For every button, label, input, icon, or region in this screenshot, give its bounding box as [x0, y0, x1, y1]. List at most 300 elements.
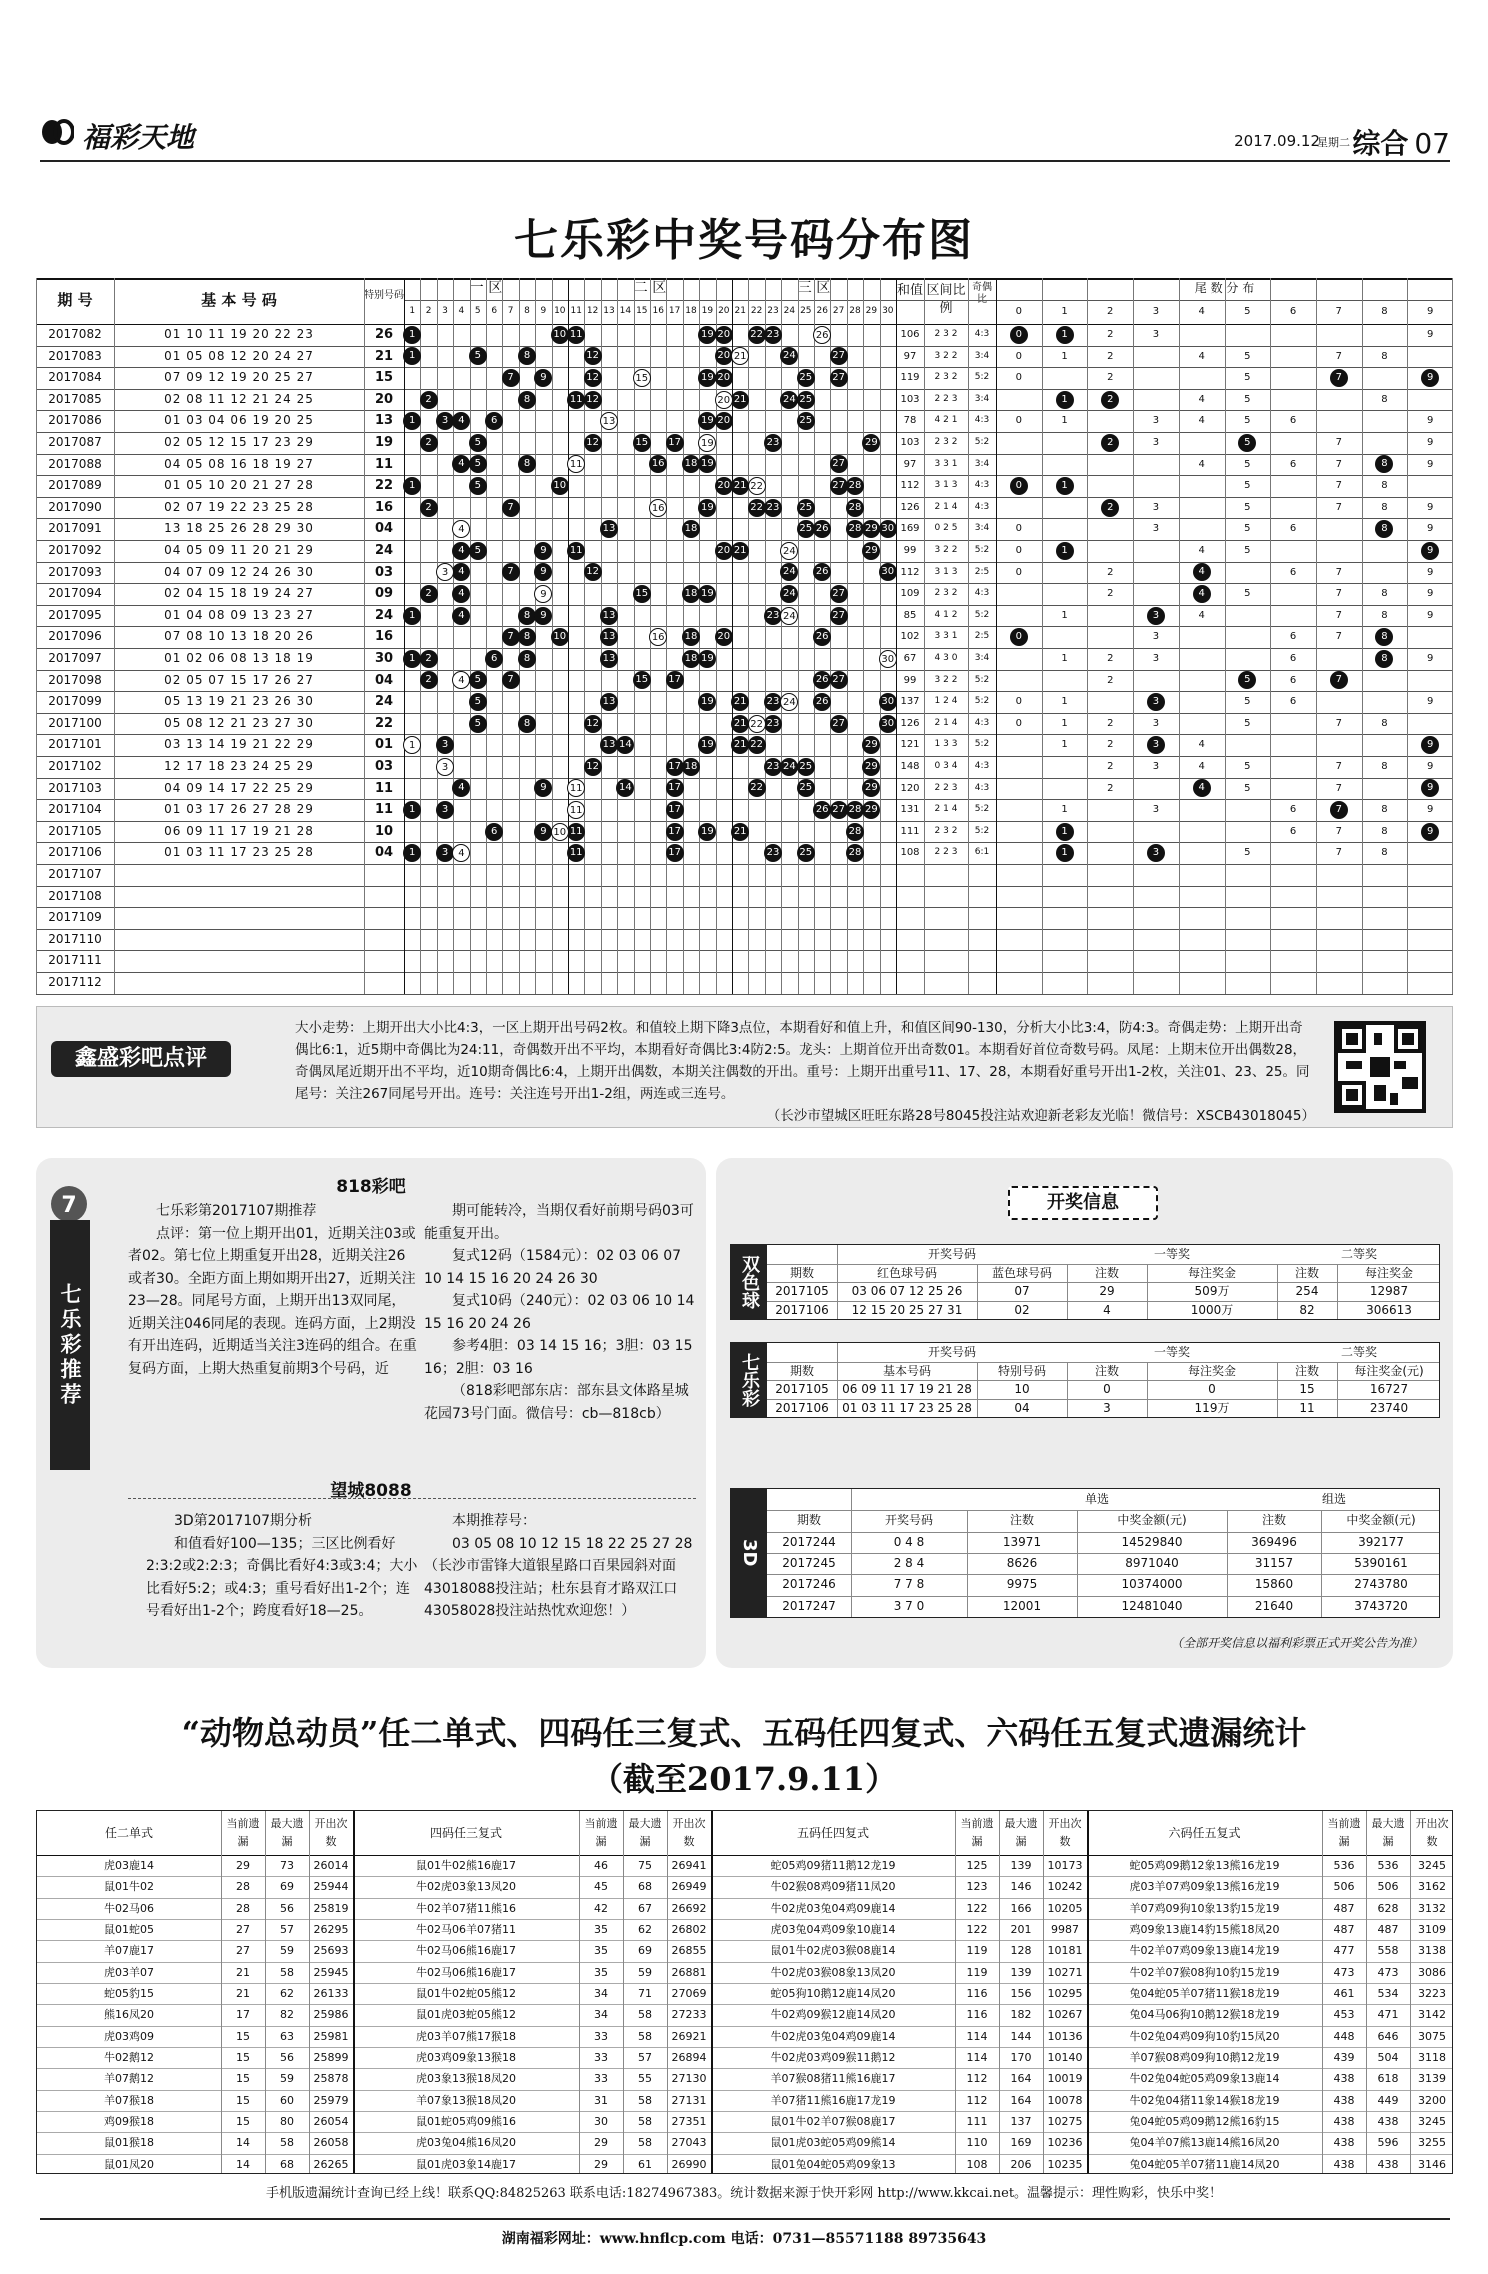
- drawn-number-ball: 20: [715, 326, 733, 344]
- grid-col-number: 19: [701, 306, 714, 316]
- miss-value: 114: [966, 2029, 988, 2043]
- interval-cell: 2 2 3: [934, 782, 958, 793]
- odd-even-cell: 3:4: [974, 523, 990, 534]
- kj-value: 12001: [1002, 1598, 1042, 1613]
- issue-cell: 2017097: [48, 651, 102, 665]
- miss-value: 119: [966, 1944, 988, 1958]
- basic-numbers-cell: 01 10 11 19 20 22 23: [164, 327, 314, 341]
- miss-combo: 虎03鸡09: [104, 2029, 154, 2043]
- basic-numbers-cell: 01 05 10 20 21 27 28: [164, 478, 314, 493]
- col-header-odd: 奇偶比: [972, 282, 992, 305]
- tail-digit-mark: 1: [1056, 823, 1074, 841]
- miss-value: 10136: [1047, 2029, 1083, 2043]
- odd-even-cell: 3:4: [974, 350, 990, 361]
- miss-value: 26990: [671, 2157, 707, 2171]
- interval-cell: 4 3 0: [934, 653, 958, 663]
- miss-value: 3245: [1418, 2115, 1446, 2128]
- sum-cell: 169: [900, 523, 920, 535]
- drawn-number-ball: 19: [698, 693, 716, 711]
- tail-digit-mark: 4: [1198, 545, 1205, 556]
- analysis-box: [36, 1006, 1453, 1128]
- interval-cell: 3 3 1: [934, 458, 958, 469]
- miss-combo: 牛02鸡09猴12鹿14凤20: [770, 2008, 896, 2022]
- kj-subheader: 注数: [1009, 1513, 1034, 1528]
- miss-value: 58: [638, 2029, 652, 2043]
- tail-digit-mark: 2: [1107, 653, 1114, 664]
- kj-header: 开奖号码: [927, 1345, 976, 1359]
- miss-value: 506: [1377, 1880, 1399, 1894]
- tail-digit-mark: 1: [1056, 542, 1074, 560]
- tail-digit-mark: 2: [1107, 566, 1114, 578]
- sum-cell: 112: [900, 566, 920, 578]
- grid-col-number: 25: [800, 306, 812, 316]
- drawn-number-ball: 17: [666, 779, 684, 797]
- kj-value: 8626: [1006, 1556, 1038, 1570]
- drawn-number-ball: 19: [698, 736, 716, 754]
- tail-digit-mark: 3: [1152, 437, 1160, 448]
- drawn-number-ball: 17: [666, 801, 684, 819]
- basic-numbers-cell: 04 05 08 16 18 19 27: [164, 456, 314, 471]
- drawn-number-ball: 5: [469, 455, 487, 473]
- tail-col-number: 9: [1426, 306, 1434, 317]
- miss-value: 68: [638, 1880, 652, 1894]
- miss-value: 156: [1010, 1987, 1032, 2000]
- special-number-cell: 03: [374, 759, 394, 774]
- tail-digit-mark: 7: [1335, 437, 1342, 448]
- qlc-recommend-2-line: 期可能转冷，当期仅看好前期号码03可能重复开出。: [424, 1203, 694, 1242]
- issue-cell: 2017111: [48, 953, 102, 968]
- miss-combo: 牛02虎03猴08象13凤20: [770, 1965, 896, 1979]
- col-rule: [1407, 278, 1408, 994]
- drawn-number-ball: 26: [813, 801, 831, 819]
- drawn-number-ball: 25: [797, 499, 815, 517]
- miss-col-header: 开出次数: [314, 1817, 348, 1848]
- miss-value: 3109: [1418, 1923, 1446, 1936]
- miss-value: 31: [594, 2093, 608, 2107]
- special-number-cell: 30: [374, 651, 394, 666]
- tail-digit-mark: 9: [1426, 653, 1434, 664]
- tail-digit-mark: 5: [1244, 523, 1251, 535]
- miss-col-header: 最大遗漏: [1004, 1817, 1038, 1848]
- basic-numbers-cell: 06 09 11 17 19 21 28: [164, 823, 314, 838]
- odd-even-cell: 5:2: [974, 609, 990, 620]
- row-rule: [36, 886, 1453, 887]
- col-rule: [470, 278, 471, 994]
- miss-value: 3223: [1418, 1987, 1446, 2000]
- miss-value: 596: [1377, 2136, 1399, 2150]
- miss-value: 15: [236, 2072, 250, 2086]
- miss-combo: 牛02虎03兔04鸡09鹿14: [770, 1901, 896, 1915]
- drawn-number-ball: 9: [534, 607, 552, 625]
- tail-digit-mark: 4: [1193, 779, 1211, 797]
- qlc-recommend-2-line: 复式10码（240元）：02 03 06 10 14 15 16 20 24 26: [424, 1293, 695, 1332]
- miss-group-name: 六码任五复式: [1168, 1826, 1241, 1840]
- miss-value: 10295: [1047, 1987, 1083, 2000]
- miss-combo: 羊07鹅12: [104, 2072, 154, 2086]
- tail-digit-mark: 5: [1244, 717, 1251, 729]
- drawn-number-ball: 27: [830, 347, 848, 365]
- issue-cell: 2017110: [48, 931, 102, 946]
- drawn-number-ball: 28: [846, 477, 864, 495]
- missing-stats-title-line1: “动物总动员”任二单式、四码任三复式、五码任四复式、六码任五复式遗漏统计: [181, 1714, 1307, 1752]
- tail-digit-mark: 8: [1381, 761, 1388, 772]
- special-number-cell: 13: [374, 413, 394, 429]
- drawn-number-ball: 27: [830, 369, 848, 387]
- grid-col-number: 7: [507, 306, 514, 316]
- miss-value: 62: [280, 1987, 294, 2000]
- miss-combo: 牛02虎03鸡09猴11鹅12: [770, 2051, 896, 2064]
- col-rule: [1225, 278, 1226, 994]
- special-number-ball: 4: [452, 844, 470, 862]
- kj-value: 3 7 0: [893, 1598, 925, 1613]
- grid-col-number: 16: [652, 306, 664, 316]
- special-number-cell: 22: [374, 715, 394, 731]
- tail-digit-mark: 2: [1107, 717, 1114, 729]
- miss-value: 17: [236, 2008, 250, 2022]
- miss-combo: 鼠01牛02熊16鹿17: [416, 1859, 516, 1872]
- special-number-ball: 16: [649, 499, 667, 517]
- drawn-number-ball: 21: [731, 477, 749, 495]
- drawn-number-ball: 20: [715, 369, 733, 387]
- tail-digit-mark: 6: [1289, 458, 1297, 470]
- drawn-number-ball: 3: [436, 801, 454, 819]
- drawn-number-ball: 5: [469, 477, 487, 495]
- interval-cell: 3 1 3: [934, 480, 958, 491]
- basic-numbers-cell: 01 03 17 26 27 28 29: [164, 802, 314, 817]
- sum-cell: 126: [900, 501, 920, 513]
- tail-digit-mark: 5: [1244, 393, 1251, 405]
- qr-code-icon: [1334, 1021, 1426, 1113]
- basic-numbers-cell: 01 04 08 09 13 23 27: [164, 607, 314, 622]
- drawn-number-ball: 26: [813, 563, 831, 581]
- kj-value: 01 03 11 17 23 25 28: [842, 1400, 972, 1415]
- tail-digit-mark: 6: [1289, 653, 1297, 664]
- kj-value: 21640: [1254, 1598, 1294, 1613]
- miss-combo: 鼠01虎03象14鹿17: [416, 2157, 516, 2171]
- miss-value: 14: [236, 2136, 250, 2150]
- drawn-number-ball: 3: [436, 412, 454, 430]
- issue-cell: 2017102: [48, 759, 102, 773]
- kj-subheader: 每注奖金: [1187, 1265, 1236, 1280]
- drawn-number-ball: 5: [469, 715, 487, 733]
- col-rule: [798, 278, 799, 994]
- odd-even-cell: 4:3: [974, 415, 990, 426]
- drawn-number-ball: 28: [846, 823, 864, 841]
- tail-digit-mark: 9: [1426, 566, 1434, 578]
- miss-value: 438: [1333, 2115, 1355, 2128]
- grid-col-number: 11: [570, 306, 582, 316]
- kj-value: 12481040: [1121, 1598, 1183, 1613]
- tail-digit-mark: 8: [1381, 393, 1388, 405]
- drawn-number-ball: 8: [518, 628, 536, 646]
- grid-col-number: 27: [832, 306, 845, 316]
- drawn-number-ball: 1: [403, 477, 421, 495]
- drawn-number-ball: 8: [518, 715, 536, 733]
- miss-value: 3138: [1418, 1944, 1446, 1958]
- tail-digit-mark: 9: [1421, 369, 1439, 387]
- miss-value: 63: [280, 2029, 294, 2043]
- tail-digit-mark: 7: [1330, 369, 1348, 387]
- miss-combo: 虎03兔04熊16凤20: [416, 2136, 516, 2150]
- odd-even-cell: 5:2: [974, 372, 990, 383]
- odd-even-cell: 5:2: [974, 696, 990, 707]
- miss-value: 26058: [313, 2136, 349, 2150]
- miss-value: 170: [1010, 2051, 1032, 2064]
- drawn-number-ball: 27: [830, 671, 848, 689]
- miss-value: 438: [1333, 2136, 1355, 2150]
- kj-subheader: 注数: [1261, 1513, 1286, 1528]
- miss-col-header: 最大遗漏: [1371, 1817, 1405, 1848]
- special-number-ball: 22: [748, 477, 766, 495]
- miss-value: 487: [1333, 1901, 1355, 1915]
- tail-digit-mark: 4: [1198, 761, 1205, 772]
- caiba-818-box: [36, 1158, 706, 1668]
- miss-value: 506: [1333, 1880, 1355, 1894]
- tail-digit-mark: 0: [1015, 523, 1023, 535]
- miss-value: 116: [966, 1987, 988, 2000]
- drawn-number-ball: 4: [452, 455, 470, 473]
- miss-value: 26921: [671, 2029, 707, 2043]
- interval-cell: 3 2 2: [934, 674, 958, 685]
- tail-col-number: 4: [1198, 306, 1205, 317]
- miss-value: 438: [1377, 2157, 1399, 2171]
- tail-digit-mark: 9: [1426, 458, 1434, 470]
- drawn-number-ball: 18: [682, 650, 700, 668]
- tail-digit-mark: 6: [1289, 566, 1297, 578]
- miss-value: 69: [638, 1944, 652, 1958]
- tail-digit-mark: 7: [1330, 801, 1348, 819]
- tail-digit-mark: 0: [1010, 477, 1028, 495]
- miss-col-header: 当前遗漏: [1327, 1817, 1361, 1848]
- miss-combo: 鸡09猴18: [104, 2115, 154, 2128]
- qlc-results-table: [730, 1342, 1440, 1418]
- drawn-number-ball: 29: [862, 434, 880, 452]
- kj-header: 组选: [1321, 1492, 1346, 1506]
- odd-even-cell: 4:3: [974, 782, 990, 793]
- tail-digit-mark: 6: [1289, 631, 1297, 643]
- kj-subheader: 注数: [1294, 1363, 1319, 1378]
- miss-value: 60: [280, 2093, 294, 2107]
- issue-cell: 2017085: [48, 391, 102, 406]
- drawn-number-ball: 21: [731, 823, 749, 841]
- basic-numbers-cell: 02 04 15 18 19 24 27: [164, 586, 314, 601]
- special-number-ball: 9: [534, 585, 552, 603]
- kj-header: 期数: [789, 1265, 814, 1280]
- interval-cell: 2 3 2: [934, 329, 958, 339]
- drawn-number-ball: 28: [846, 844, 864, 862]
- special-number-ball: 16: [649, 628, 667, 646]
- interval-cell: 4 2 1: [934, 415, 958, 426]
- drawn-number-ball: 26: [813, 693, 831, 711]
- interval-cell: 2 3 2: [934, 437, 958, 447]
- interval-cell: 3 2 2: [934, 545, 958, 555]
- drawn-number-ball: 19: [698, 499, 716, 517]
- miss-combo: 牛02羊07鸡09象13鹿14龙19: [1129, 1944, 1280, 1958]
- drawn-number-ball: 16: [649, 455, 667, 473]
- miss-value: 477: [1333, 1944, 1355, 1958]
- brand-name: 福彩天地: [82, 121, 195, 154]
- issue-cell: 2017105: [48, 823, 102, 838]
- miss-value: 438: [1333, 2072, 1355, 2086]
- sum-cell: 121: [900, 739, 920, 751]
- special-number-cell: 09: [374, 586, 394, 602]
- drawn-number-ball: 12: [584, 391, 602, 409]
- col-rule: [404, 278, 405, 994]
- miss-value: 139: [1010, 1859, 1032, 1872]
- special-number-ball: 11: [567, 801, 585, 819]
- miss-value: 33: [594, 2029, 608, 2043]
- tail-digit-mark: 9: [1426, 761, 1434, 772]
- col-header-zone1: 一 区: [469, 280, 503, 296]
- drawn-number-ball: 23: [764, 326, 782, 344]
- miss-value: 27130: [671, 2072, 707, 2086]
- col-header-zone2: 二 区: [633, 280, 667, 296]
- odd-even-cell: 4:3: [974, 480, 990, 491]
- grid-col-number: 3: [442, 306, 448, 316]
- kj-value: 0: [1208, 1382, 1216, 1396]
- interval-cell: 2 3 2: [934, 825, 958, 836]
- miss-value: 27: [236, 1944, 250, 1958]
- tail-digit-mark: 5: [1244, 696, 1251, 708]
- miss-combo: 羊07猴08鸡09狗10鹅12龙19: [1129, 2051, 1280, 2064]
- miss-value: 3086: [1418, 1965, 1446, 1979]
- tail-digit-mark: 5: [1244, 782, 1251, 794]
- drawn-number-ball: 29: [862, 520, 880, 538]
- drawn-number-ball: 2: [420, 650, 438, 668]
- table-top-rule: [36, 278, 1453, 280]
- kj-value: 8971040: [1125, 1556, 1179, 1570]
- row-rule: [36, 929, 1453, 930]
- drawn-number-ball: 19: [698, 369, 716, 387]
- drawn-number-ball: 23: [764, 758, 782, 776]
- drawn-number-ball: 4: [452, 563, 470, 581]
- drawn-number-ball: 1: [403, 650, 421, 668]
- miss-combo: 虎03羊07: [104, 1965, 154, 1979]
- drawn-number-ball: 4: [452, 585, 470, 603]
- odd-even-cell: 6:1: [974, 847, 990, 858]
- tail-digit-mark: 9: [1426, 523, 1434, 535]
- kj-value: 16727: [1369, 1382, 1409, 1396]
- drawn-number-ball: 23: [764, 499, 782, 517]
- tail-col-number: 8: [1381, 306, 1388, 317]
- miss-combo: 羊07鹿17: [104, 1944, 154, 1958]
- miss-value: 119: [966, 1965, 988, 1979]
- drawn-number-ball: 25: [797, 844, 815, 862]
- drawn-number-ball: 17: [666, 434, 684, 452]
- grid-col-number: 21: [734, 306, 746, 316]
- miss-value: 10140: [1047, 2051, 1083, 2064]
- col-rule: [996, 278, 997, 994]
- miss-value: 35: [594, 1965, 608, 1979]
- odd-even-cell: 4:3: [974, 761, 990, 771]
- tail-digit-mark: 8: [1381, 588, 1388, 600]
- miss-combo: 鼠01虎03蛇05熊12: [416, 2008, 516, 2022]
- drawn-number-ball: 27: [830, 607, 848, 625]
- grid-col-number: 23: [767, 306, 779, 316]
- miss-col-header: 最大遗漏: [628, 1817, 662, 1848]
- miss-combo: 兔04蛇05羊07猪11鹿14凤20: [1129, 2157, 1280, 2171]
- drawn-number-ball: 8: [518, 455, 536, 473]
- miss-value: 206: [1010, 2157, 1032, 2171]
- miss-value: 25979: [313, 2093, 349, 2107]
- miss-value: 33: [594, 2051, 608, 2064]
- miss-combo: 兔04蛇05鸡09鹅12熊16豹15: [1129, 2115, 1280, 2128]
- miss-value: 164: [1010, 2093, 1032, 2107]
- miss-value: 61: [638, 2157, 652, 2171]
- miss-value: 58: [638, 2008, 652, 2022]
- ssq-results-table: [730, 1244, 1440, 1320]
- tail-digit-mark: 0: [1015, 415, 1023, 427]
- grid-col-number: 2: [425, 306, 432, 316]
- tail-digit-mark: 1: [1061, 717, 1068, 729]
- tail-digit-mark: 2: [1101, 391, 1119, 409]
- tail-digit-mark: 4: [1193, 585, 1211, 603]
- grid-col-number: 18: [685, 306, 697, 316]
- tail-digit-mark: 1: [1061, 804, 1068, 816]
- grid-col-number: 28: [849, 306, 861, 316]
- miss-value: 46: [594, 1859, 608, 1872]
- miss-value: 3132: [1418, 1901, 1446, 1915]
- kj-subheader: 中奖金额(元): [1346, 1513, 1416, 1528]
- odd-even-cell: 5:2: [974, 674, 990, 685]
- col-rule: [1452, 278, 1453, 994]
- interval-cell: 2 3 2: [934, 372, 958, 383]
- special-number-ball: 24: [780, 542, 798, 560]
- drawn-number-ball: 27: [830, 585, 848, 603]
- miss-combo: 牛02马06熊16鹿17: [416, 1965, 516, 1979]
- tail-digit-mark: 3: [1152, 717, 1160, 729]
- tail-digit-mark: 2: [1101, 499, 1119, 517]
- basic-numbers-cell: 13 18 25 26 28 29 30: [164, 521, 314, 536]
- kj-value: 12 15 20 25 27 31: [851, 1302, 963, 1317]
- special-number-cell: 19: [374, 435, 394, 450]
- col-header-sum: 和值: [896, 283, 923, 298]
- special-number-cell: 22: [374, 478, 394, 494]
- wangcheng-recommend-line: 本期推荐号：: [452, 1513, 536, 1529]
- sum-cell: 131: [900, 804, 920, 816]
- kj-value: 2 8 4: [893, 1556, 925, 1570]
- drawn-number-ball: 13: [600, 693, 618, 711]
- special-number-cell: 11: [374, 780, 394, 796]
- miss-value: 123: [966, 1880, 988, 1894]
- tail-digit-mark: 7: [1335, 761, 1342, 772]
- tail-digit-mark: 0: [1015, 696, 1023, 708]
- grid-col-number: 10: [554, 306, 566, 316]
- drawn-number-ball: 14: [616, 779, 634, 797]
- miss-value: 112: [966, 2093, 988, 2107]
- miss-value: 10235: [1047, 2157, 1083, 2171]
- issue-cell: 2017090: [48, 499, 102, 514]
- drawn-number-ball: 21: [731, 736, 749, 754]
- miss-value: 182: [1010, 2008, 1032, 2022]
- special-number-ball: 10: [551, 823, 569, 841]
- interval-cell: 0 3 4: [934, 761, 958, 771]
- sum-cell: 148: [900, 761, 920, 772]
- d3-tag: 3D: [731, 1489, 767, 1617]
- miss-value: 68: [280, 2157, 294, 2171]
- tail-digit-mark: 3: [1147, 736, 1165, 754]
- tail-digit-mark: 8: [1381, 847, 1388, 859]
- col-rule: [1362, 278, 1363, 994]
- basic-numbers-cell: 01 03 11 17 23 25 28: [164, 845, 314, 860]
- kj-value: 9975: [1006, 1577, 1038, 1592]
- tail-digit-mark: 0: [1010, 326, 1028, 344]
- miss-value: 3162: [1418, 1880, 1446, 1894]
- wangcheng-title: 望城8088: [330, 1481, 412, 1501]
- kj-value: 13971: [1002, 1534, 1042, 1549]
- miss-value: 26802: [671, 1923, 707, 1936]
- kj-subheader: 基本号码: [882, 1363, 931, 1378]
